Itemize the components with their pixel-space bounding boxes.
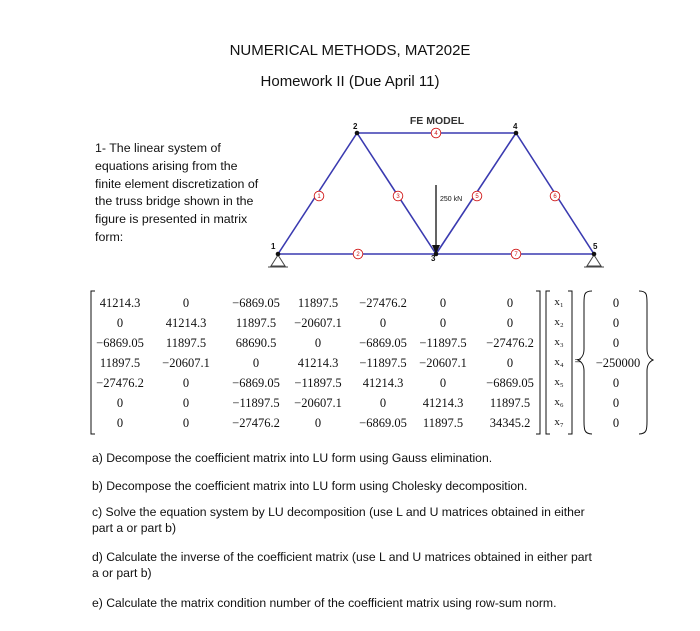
matrix-cell-r5c3: −6869.05 — [232, 376, 280, 390]
matrix-cell-r3c3: 68690.5 — [235, 336, 277, 350]
matrix-cell-r4c5: −11897.5 — [359, 356, 407, 370]
unknown-x1: x₁ — [554, 296, 564, 308]
rhs-value-7: 0 — [612, 416, 620, 430]
unknown-x6: x₆ — [554, 396, 564, 408]
matrix-cell-r1c2: 0 — [182, 296, 190, 310]
element-label-5: 5 — [475, 194, 479, 201]
matrix-cell-r4c3: 0 — [252, 356, 260, 370]
matrix-cell-r1c1: 41214.3 — [99, 296, 141, 310]
matrix-cell-r6c7: 11897.5 — [489, 396, 531, 410]
matrix-cell-r3c7: −27476.2 — [486, 336, 534, 350]
matrix-cell-r2c1: 0 — [116, 316, 124, 330]
element-label-2: 2 — [356, 252, 360, 259]
node-label-5: 5 — [593, 242, 598, 251]
matrix-cell-r7c7: 34345.2 — [489, 416, 531, 430]
matrix-cell-r6c2: 0 — [182, 396, 190, 410]
matrix-cell-r5c7: −6869.05 — [486, 376, 534, 390]
matrix-cell-r7c4: 0 — [314, 416, 322, 430]
matrix-cell-r4c2: −20607.1 — [162, 356, 210, 370]
matrix-cell-r7c1: 0 — [116, 416, 124, 430]
matrix-cell-r6c6: 41214.3 — [422, 396, 464, 410]
question-e: e) Calculate the matrix condition number of the coefficient matrix using row-sum norm. — [92, 596, 557, 610]
matrix-cell-r3c4: 0 — [314, 336, 322, 350]
matrix-cell-r3c5: −6869.05 — [359, 336, 407, 350]
matrix-cell-r1c5: −27476.2 — [359, 296, 407, 310]
unknown-x2: x₂ — [554, 316, 564, 328]
rhs-value-3: 0 — [612, 336, 620, 350]
matrix-cell-r1c7: 0 — [506, 296, 514, 310]
matrix-cell-r2c4: −20607.1 — [294, 316, 342, 330]
node-label-1: 1 — [271, 242, 276, 251]
matrix-cell-r5c1: −27476.2 — [96, 376, 144, 390]
unknown-x7: x₇ — [554, 416, 564, 428]
element-label-3: 3 — [396, 194, 400, 201]
document-subtitle: Homework II (Due April 11) — [260, 73, 440, 90]
load-label: 250 kN — [440, 196, 463, 203]
matrix-cell-r6c5: 0 — [379, 396, 387, 410]
matrix-cell-r3c6: −11897.5 — [419, 336, 467, 350]
matrix-cell-r7c5: −6869.05 — [359, 416, 407, 430]
figure-title: FE MODEL — [409, 115, 465, 127]
matrix-cell-r5c2: 0 — [182, 376, 190, 390]
element-label-6: 6 — [553, 194, 557, 201]
node-label-2: 2 — [353, 122, 358, 131]
matrix-cell-r6c4: −20607.1 — [294, 396, 342, 410]
rhs-value-6: 0 — [612, 396, 620, 410]
matrix-cell-r5c5: 41214.3 — [362, 376, 404, 390]
unknown-x5: x₅ — [554, 376, 564, 388]
unknown-x3: x₃ — [554, 336, 564, 348]
matrix-cell-r7c2: 0 — [182, 416, 190, 430]
matrix-cell-r6c3: −11897.5 — [232, 396, 280, 410]
matrix-cell-r7c6: 11897.5 — [422, 416, 464, 430]
matrix-cell-r4c7: 0 — [506, 356, 514, 370]
matrix-cell-r2c3: 11897.5 — [235, 316, 277, 330]
matrix-cell-r2c7: 0 — [506, 316, 514, 330]
matrix-cell-r5c6: 0 — [439, 376, 447, 390]
problem-intro: 1- The linear system of equations arising from the finite element discretization of the truss bridge shown in the figure is presented in matrix form: — [95, 141, 259, 244]
matrix-cell-r3c1: −6869.05 — [96, 336, 144, 350]
matrix-cell-r2c2: 41214.3 — [165, 316, 207, 330]
element-label-1: 1 — [317, 194, 321, 201]
document-title: NUMERICAL METHODS, MAT202E — [229, 42, 471, 59]
unknown-x4: x₄ — [554, 356, 564, 368]
matrix-cell-r7c3: −27476.2 — [232, 416, 280, 430]
question-d: d) Calculate the inverse of the coefficient matrix (use L and U matrices obtained in either part a or part b) — [92, 550, 592, 580]
matrix-cell-r5c4: −11897.5 — [294, 376, 342, 390]
node-label-4: 4 — [513, 122, 518, 131]
matrix-cell-r6c1: 0 — [116, 396, 124, 410]
matrix-cell-r2c6: 0 — [439, 316, 447, 330]
question-a: a) Decompose the coefficient matrix into LU form using Gauss elimination. — [92, 451, 493, 465]
matrix-cell-r1c4: 11897.5 — [297, 296, 339, 310]
matrix-cell-r4c6: −20607.1 — [419, 356, 467, 370]
element-label-7: 7 — [514, 252, 518, 259]
matrix-cell-r1c3: −6869.05 — [232, 296, 280, 310]
rhs-value-4: −250000 — [595, 356, 641, 370]
element-label-4: 4 — [434, 131, 438, 138]
rhs-value-5: 0 — [612, 376, 620, 390]
matrix-cell-r3c2: 11897.5 — [165, 336, 207, 350]
matrix-cell-r1c6: 0 — [439, 296, 447, 310]
matrix-cell-r2c5: 0 — [379, 316, 387, 330]
matrix-cell-r4c4: 41214.3 — [297, 356, 339, 370]
question-b: b) Decompose the coefficient matrix into LU form using Cholesky decomposition. — [92, 479, 528, 493]
equals-sign: = — [574, 354, 582, 368]
question-c: c) Solve the equation system by LU decomposition (use L and U matrices obtained in either part a or part b) — [92, 505, 585, 535]
rhs-value-2: 0 — [612, 316, 620, 330]
node-label-3: 3 — [431, 254, 436, 263]
rhs-value-1: 0 — [612, 296, 620, 310]
matrix-cell-r4c1: 11897.5 — [99, 356, 141, 370]
